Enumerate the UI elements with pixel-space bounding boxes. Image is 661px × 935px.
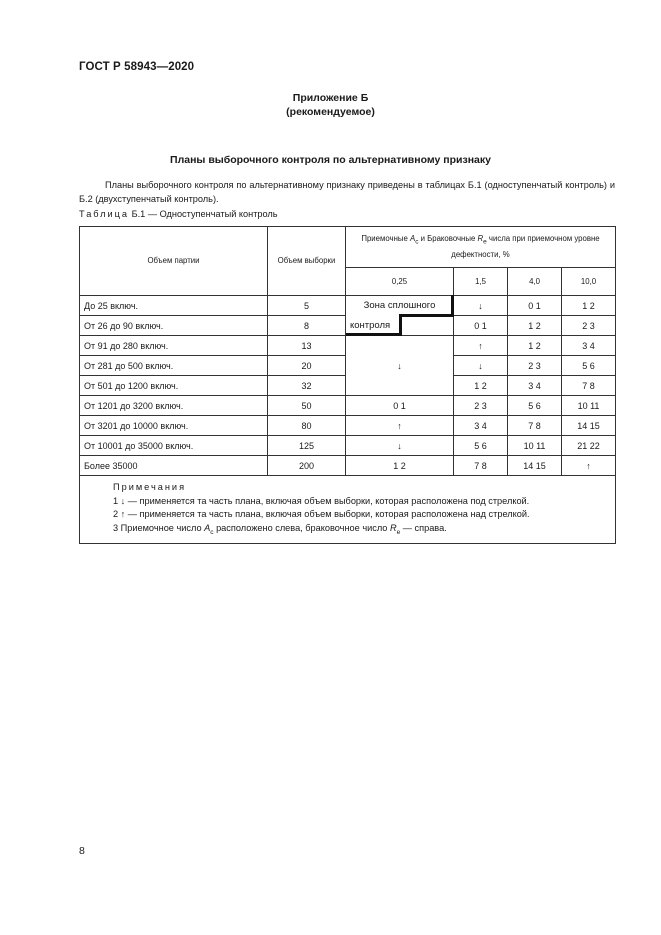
appendix-title: Приложение Б bbox=[292, 92, 369, 104]
zone-boundary-horizontal bbox=[400, 314, 454, 317]
lot-cell: От 91 до 280 включ. bbox=[80, 336, 268, 356]
value-cell: ↓ bbox=[454, 296, 508, 316]
lot-cell: От 3201 до 10000 включ. bbox=[80, 416, 268, 436]
intro-paragraph: Планы выборочного контроля по альтернативному признаку приведены в таблицах Б.1 (одноступенчатый контроль) и Б.2 (двухступенчатый контроль). bbox=[79, 180, 615, 204]
value-cell: ↓ bbox=[454, 356, 508, 376]
table-row bbox=[80, 336, 616, 356]
header-sample-size: Объем выборки bbox=[268, 227, 346, 296]
lot-cell: От 1201 до 3200 включ. bbox=[80, 396, 268, 416]
value-cell: 2 3 bbox=[562, 316, 616, 336]
value-cell: 10 11 bbox=[508, 436, 562, 456]
section-title: Планы выборочного контроля по альтернативному признаку bbox=[170, 154, 491, 166]
table-row bbox=[80, 396, 616, 416]
table-notes bbox=[80, 476, 616, 544]
lot-cell: От 281 до 500 включ. bbox=[80, 356, 268, 376]
sample-cell: 8 bbox=[268, 316, 346, 336]
level-header: 4,0 bbox=[508, 268, 562, 296]
sample-cell: 5 bbox=[268, 296, 346, 316]
note-3: 3 Приемочное число $A_c$ расположено слева, браковочное число $R_e$ — справа. bbox=[113, 522, 447, 536]
level-header: 10,0 bbox=[562, 268, 616, 296]
zone-cell: контроля bbox=[346, 316, 454, 336]
value-cell: 2 3 bbox=[454, 396, 508, 416]
value-cell: 1 2 bbox=[454, 376, 508, 396]
value-cell: 7 8 bbox=[508, 416, 562, 436]
value-cell: 0 1 bbox=[454, 316, 508, 336]
notes-heading: Примечания bbox=[113, 482, 187, 492]
sample-cell: 32 bbox=[268, 376, 346, 396]
value-cell: ↓ bbox=[346, 336, 454, 396]
table-caption bbox=[79, 209, 278, 219]
value-cell: 0 1 bbox=[346, 396, 454, 416]
header-lot-size: Объем партии bbox=[80, 227, 268, 296]
value-cell: 10 11 bbox=[562, 396, 616, 416]
note-2: 2 ↑ — применяется та часть плана, включая объем выборки, которая расположена над стрелкой. bbox=[113, 509, 530, 519]
lot-cell: До 25 включ. bbox=[80, 296, 268, 316]
value-cell: 7 8 bbox=[562, 376, 616, 396]
value-cell: 14 15 bbox=[562, 416, 616, 436]
value-cell: 7 8 bbox=[454, 456, 508, 476]
level-header: 0,25 bbox=[346, 268, 454, 296]
value-cell: 14 15 bbox=[508, 456, 562, 476]
level-header: 1,5 bbox=[454, 268, 508, 296]
table-row bbox=[80, 436, 616, 456]
sampling-plan-table bbox=[79, 226, 616, 544]
sample-cell: 20 bbox=[268, 356, 346, 376]
value-cell: ↓ bbox=[346, 436, 454, 456]
value-cell: 0 1 bbox=[508, 296, 562, 316]
table-row bbox=[80, 296, 616, 316]
lot-cell: От 501 до 1200 включ. bbox=[80, 376, 268, 396]
lot-cell: От 10001 до 35000 включ. bbox=[80, 436, 268, 456]
zone-cell: Зона сплошного bbox=[346, 296, 454, 316]
sample-cell: 200 bbox=[268, 456, 346, 476]
sample-cell: 80 bbox=[268, 416, 346, 436]
value-cell: ↑ bbox=[346, 416, 454, 436]
value-cell: 5 6 bbox=[454, 436, 508, 456]
lot-cell: Более 35000 bbox=[80, 456, 268, 476]
sample-cell: 13 bbox=[268, 336, 346, 356]
table-caption-prefix: Таблица bbox=[79, 209, 130, 219]
lot-cell: От 26 до 90 включ. bbox=[80, 316, 268, 336]
value-cell: 1 2 bbox=[562, 296, 616, 316]
table-row bbox=[80, 416, 616, 436]
value-cell: 1 2 bbox=[508, 336, 562, 356]
header-acceptance-numbers: Приемочные $A_c$ и Браковочные $R_e$ числа при приемочном уровне дефектности, % bbox=[346, 227, 616, 268]
value-cell: ↑ bbox=[454, 336, 508, 356]
table-row bbox=[80, 456, 616, 476]
sample-cell: 50 bbox=[268, 396, 346, 416]
standard-number: ГОСТ Р 58943—2020 bbox=[79, 61, 195, 73]
value-cell: 5 6 bbox=[508, 396, 562, 416]
value-cell: 21 22 bbox=[562, 436, 616, 456]
zone-boundary-horizontal-bottom bbox=[346, 333, 402, 336]
page-number: 8 bbox=[79, 845, 85, 857]
value-cell: 1 2 bbox=[346, 456, 454, 476]
value-cell: 3 4 bbox=[562, 336, 616, 356]
value-cell: 5 6 bbox=[562, 356, 616, 376]
value-cell: ↑ bbox=[562, 456, 616, 476]
sample-cell: 125 bbox=[268, 436, 346, 456]
appendix-heading bbox=[0, 91, 661, 119]
appendix-subtitle: (рекомендуемое) bbox=[286, 106, 375, 118]
table-caption-text: Б.1 — Одноступенчатый контроль bbox=[129, 209, 278, 219]
value-cell: 1 2 bbox=[508, 316, 562, 336]
value-cell: 3 4 bbox=[454, 416, 508, 436]
value-cell: 3 4 bbox=[508, 376, 562, 396]
note-1: 1 ↓ — применяется та часть плана, включая объем выборки, которая расположена под стрелкой. bbox=[113, 495, 530, 506]
value-cell: 2 3 bbox=[508, 356, 562, 376]
